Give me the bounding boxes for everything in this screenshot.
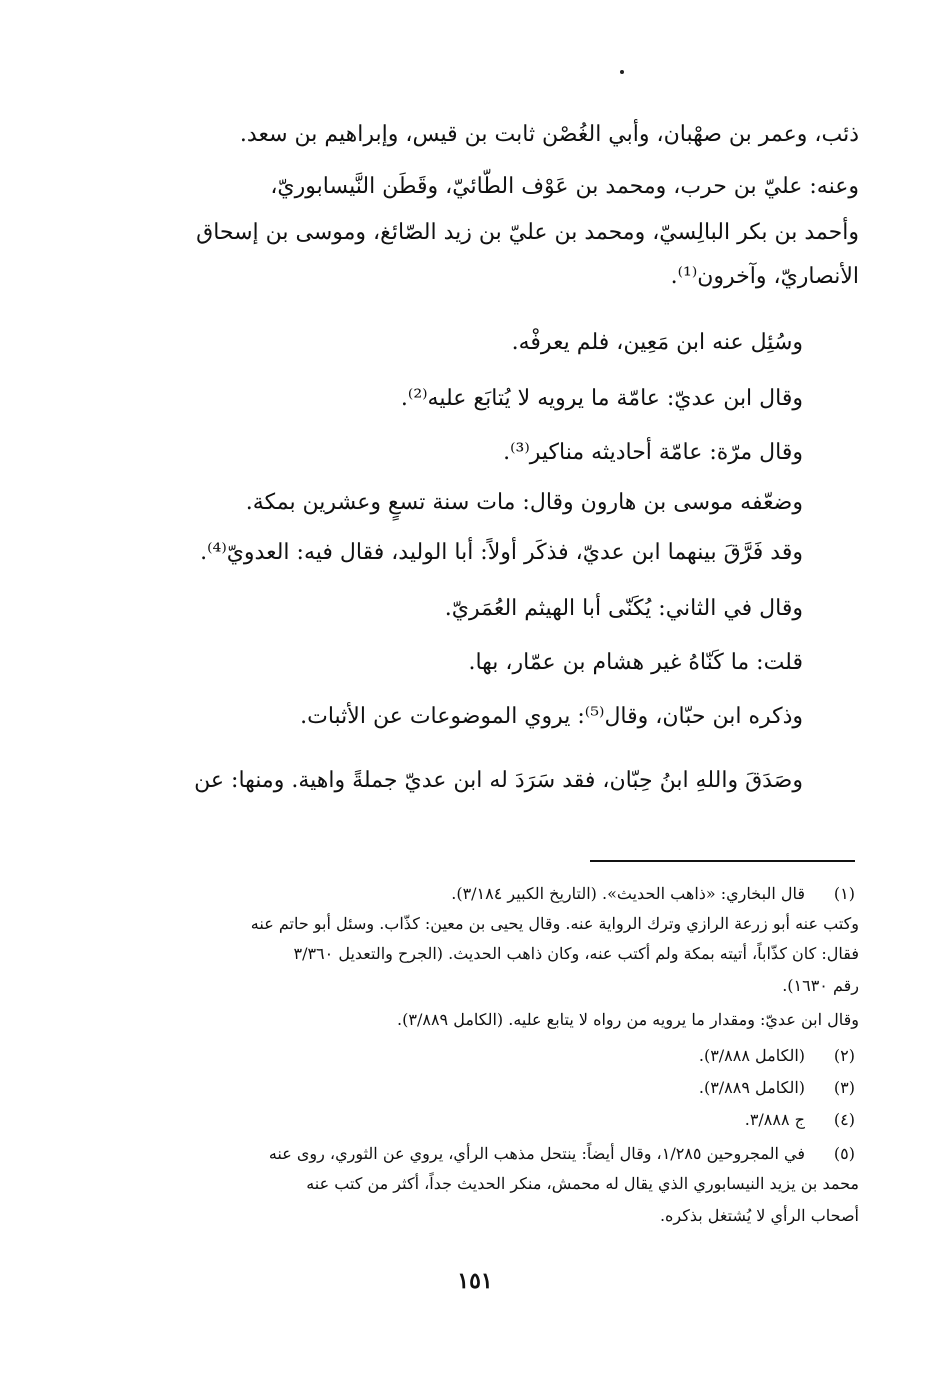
body-line-5: وسُئِل عنه ابن مَعِين، فلم يعرفْه. bbox=[511, 330, 803, 355]
footnote-1-number: (١) bbox=[833, 884, 855, 903]
body-line-2: وعنه: عليّ بن حرب، ومحمد بن عَوْف الطّائيّ، وقَطَن النَّيسابوريّ، bbox=[270, 174, 859, 199]
page-mark bbox=[620, 70, 624, 74]
body-line-11: قلت: ما كَنّاهُ غير هشام بن عمّار، بها. bbox=[468, 650, 803, 675]
footnote-1-line-5: وقال ابن عديّ: ومقدار ما يرويه من رواه لا يتابع عليه. (الكامل ٣/٨٨٩). bbox=[397, 1010, 859, 1029]
footnote-4-number: (٤) bbox=[833, 1110, 855, 1129]
page-number: ١٥١ bbox=[457, 1268, 493, 1294]
body-line-4: الأنصاريّ، وآخرون⁽¹⁾. bbox=[670, 264, 859, 289]
footnote-5-line-3: أصحاب الرأي لا يُشتغل بذكره. bbox=[659, 1206, 859, 1225]
body-line-10: وقال في الثاني: يُكَنّى أبا الهيثم العُمَريّ. bbox=[444, 596, 803, 621]
body-line-8: وضعّفه موسى بن هارون وقال: مات سنة تسعٍ وعشرين بمكة. bbox=[245, 490, 803, 515]
body-line-3: وأحمد بن بكر البالِسيّ، ومحمد بن عليّ بن زيد الصّائغ، وموسى بن إسحاق bbox=[196, 220, 859, 245]
footnote-2-text: (الكامل ٣/٨٨٨). bbox=[698, 1046, 805, 1065]
footnote-separator bbox=[590, 860, 855, 862]
footnote-5-number: (٥) bbox=[833, 1144, 855, 1163]
body-line-9: وقد فَرَّقَ بينهما ابن عديّ، فذكَر أولاً: أبا الوليد، فقال فيه: العدويّ⁽⁴⁾. bbox=[200, 540, 803, 565]
footnote-1-line-3: فقال: كان كذّاباً، أتيته بمكة ولم أكتب عنه، وكان ذاهب الحديث. (الجرح والتعديل ٣/٣٦٠ bbox=[293, 944, 859, 963]
footnote-1-line-1: قال البخاري: «ذاهب الحديث». (التاريخ الكبير ٣/١٨٤). bbox=[451, 884, 805, 903]
body-line-13: وصَدَقَ واللهِ ابنُ حِبّان، فقد سَرَدَ له ابن عديّ جملةً واهية. ومنها: عن bbox=[194, 768, 803, 793]
body-line-12: وذكره ابن حبّان، وقال⁽⁵⁾: يروي الموضوعات عن الأثبات. bbox=[300, 704, 803, 729]
footnote-1-line-4: رقم ١٦٣٠). bbox=[782, 976, 859, 995]
body-line-1: ذئب، وعمر بن صهْبان، وأبي الغُصْن ثابت بن قيس، وإبراهيم بن سعد. bbox=[239, 122, 859, 147]
footnote-2-number: (٢) bbox=[833, 1046, 855, 1065]
body-line-6: وقال ابن عديّ: عامّة ما يرويه لا يُتابَع عليه⁽²⁾. bbox=[400, 386, 803, 411]
body-line-7: وقال مرّة: عامّة أحاديثه مناكير⁽³⁾. bbox=[503, 440, 803, 465]
footnote-1-line-2: وكتب عنه أبو زرعة الرازي وترك الرواية عنه. وقال يحيى بن معين: كذّاب. وسئل أبو حاتم عنه bbox=[250, 914, 859, 933]
footnote-3-number: (٣) bbox=[833, 1078, 855, 1097]
footnote-5-line-2: محمد بن يزيد النيسابوري الذي يقال له محمش، منكر الحديث جداً، أكثر من كتب عنه bbox=[306, 1174, 859, 1193]
footnote-3-text: (الكامل ٣/٨٨٩). bbox=[698, 1078, 805, 1097]
footnote-5-line-1: في المجروحين ١/٢٨٥، وقال أيضاً: ينتحل مذهب الرأي، يروي عن الثوري، روى عنه bbox=[268, 1144, 805, 1163]
footnote-4-text: ج ٣/٨٨٨. bbox=[744, 1110, 805, 1129]
